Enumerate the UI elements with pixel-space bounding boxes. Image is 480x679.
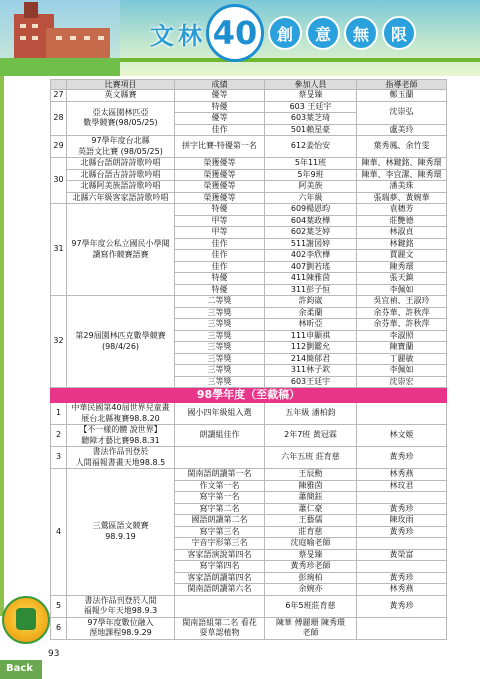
person-cell: 2年7班 黃冠霖: [265, 425, 357, 447]
row-number: 5: [51, 595, 67, 617]
school-emblem-icon: [2, 596, 50, 644]
teacher-cell: 李佩如: [357, 365, 447, 377]
teacher-cell: 鄭玉蘭: [357, 90, 447, 102]
title-char: 創: [268, 16, 302, 50]
title-number: 40: [206, 4, 264, 62]
award-cell: 優等: [175, 90, 265, 102]
award-cell: 榮獲優等: [175, 158, 265, 170]
award-cell: 特優: [175, 284, 265, 296]
table-row: [51, 169, 447, 181]
person-cell: 彭琬柏: [265, 572, 357, 584]
table-row: [51, 192, 447, 204]
item-text: 亞太區園林匹亞 數學競賽(98/05/25): [83, 107, 158, 128]
award-cell: 特優: [175, 204, 265, 216]
teacher-cell: 林玟君: [357, 480, 447, 492]
table-row: [51, 90, 447, 102]
award-cell: 榮獲優等: [175, 181, 265, 193]
award-cell: 甲等: [175, 215, 265, 227]
table-row: [51, 158, 447, 170]
table-row: [51, 204, 447, 216]
teacher-cell: 沈崇宏: [357, 376, 447, 388]
awards-table: [50, 79, 447, 640]
teacher-cell: 黃秀珍: [357, 503, 447, 515]
item-cell: [67, 447, 175, 469]
teacher-cell: 林秀燕: [357, 469, 447, 481]
page-title: [150, 6, 416, 60]
lawn: [0, 58, 120, 76]
item-cell: [67, 425, 175, 447]
person-cell: 111申顯祺: [265, 330, 357, 342]
item-text: 97學年度數位融入 溼地課程98.9.29: [87, 617, 154, 637]
person-cell: 5年11班: [265, 158, 357, 170]
teacher-cell: 張天鎮: [357, 273, 447, 285]
window: [32, 36, 38, 40]
teacher-cell: 余芬華、許秋萍: [357, 319, 447, 331]
side-stripe: [0, 76, 4, 616]
person-cell: 612姜怡安: [265, 136, 357, 158]
person-cell: 林昕亞: [265, 319, 357, 331]
item-text: 97學年度公私立國民小學閱 讀寫作競賽語賽: [71, 239, 170, 259]
teacher-cell: 陳華、林鍵銘、陳秀環: [357, 158, 447, 170]
teacher-cell: 陳玫雨: [357, 515, 447, 527]
award-cell: 優等: [175, 113, 265, 125]
window: [20, 36, 26, 40]
person-cell: 許鈞崴: [265, 296, 357, 308]
teacher-cell: 林淑貞: [357, 227, 447, 239]
teacher-cell: 陳寶蘭: [357, 342, 447, 354]
teacher-cell: [357, 538, 447, 550]
award-cell: 二等獎: [175, 296, 265, 308]
award-cell: 拼字比賽-特優第一名: [175, 136, 265, 158]
person-cell: 余柔蘭: [265, 307, 357, 319]
person-cell: 501賴星豪: [265, 124, 357, 136]
award-cell: 三等獎: [175, 365, 265, 377]
teacher-cell: 黃秀珍: [357, 572, 447, 584]
person-cell: 311彭子恒: [265, 284, 357, 296]
award-cell: 閩南語朗讀第一名: [175, 469, 265, 481]
back-button[interactable]: [0, 660, 42, 679]
award-cell: 三等獎: [175, 307, 265, 319]
row-number: 1: [51, 403, 67, 425]
teacher-cell: 黃秀珍: [357, 595, 447, 617]
window: [56, 36, 62, 40]
title-char: 林: [178, 21, 202, 50]
row-number: 32: [51, 296, 67, 388]
page-number: 93: [48, 649, 60, 659]
teacher-cell: 黃秀珍: [357, 526, 447, 538]
row-number: 2: [51, 425, 67, 447]
item-cell: [67, 595, 175, 617]
item-cell: [67, 617, 175, 639]
teacher-cell: 黃榮富: [357, 549, 447, 561]
teacher-cell: 丁麗敏: [357, 353, 447, 365]
item-cell: [67, 136, 175, 158]
window: [84, 36, 90, 40]
teacher-cell: [357, 403, 447, 425]
item-text: 書法作品刊登於人間 福報少年天地98.9.3: [83, 595, 158, 615]
window: [98, 36, 104, 40]
award-cell: 佳作: [175, 261, 265, 273]
table-row: [51, 617, 447, 639]
person-cell: 603王廷宇: [265, 376, 357, 388]
section-heading: 98學年度（至截稿）: [51, 388, 447, 403]
row-number: 4: [51, 469, 67, 596]
award-cell: 佳作: [175, 124, 265, 136]
person-text: 陳華 傅麗珊 陳秀環 老師: [275, 617, 346, 637]
page-header: [0, 0, 480, 76]
award-cell: 國小四年級組入選: [175, 403, 265, 425]
back-button-label: Back: [6, 663, 33, 674]
person-cell: 603 王廷宇: [265, 101, 357, 113]
teacher-cell: [357, 617, 447, 639]
teacher-cell: 李佩如: [357, 284, 447, 296]
item-cell: [67, 296, 175, 388]
teacher-cell: 賈麗文: [357, 250, 447, 262]
item-cell: [67, 403, 175, 425]
person-cell: 609楊恩昀: [265, 204, 357, 216]
person-cell: 余婉亦: [265, 584, 357, 596]
row-number: 6: [51, 617, 67, 639]
award-cell: [175, 447, 265, 469]
teacher-cell: 林鍵銘: [357, 238, 447, 250]
school-building-picture: [0, 0, 120, 72]
award-cell: 閩南語朗讀第六名: [175, 584, 265, 596]
row-number: 27: [51, 90, 67, 102]
person-cell: 蕭簡鈺: [265, 492, 357, 504]
item-cell: [67, 469, 175, 596]
award-cell: 作文第一名: [175, 480, 265, 492]
person-cell: 蔡旻臻: [265, 549, 357, 561]
teacher-cell: 陳華、李宜潔、陳秀環: [357, 169, 447, 181]
award-cell: [175, 595, 265, 617]
award-cell: 三等獎: [175, 330, 265, 342]
item-cell: [67, 204, 175, 296]
award-cell: 寫字第一名: [175, 492, 265, 504]
award-cell: 寫字第四名: [175, 561, 265, 573]
person-cell: 蕭仁豪: [265, 503, 357, 515]
title-char: 無: [344, 16, 378, 50]
person-cell: 6年5班莊育慈: [265, 595, 357, 617]
award-cell: 三等獎: [175, 376, 265, 388]
table-row: [51, 447, 447, 469]
person-cell: 陳雅茵: [265, 480, 357, 492]
person-cell: 沈庭喻老師: [265, 538, 357, 550]
award-cell: 特優: [175, 101, 265, 113]
award-cell: 特優: [175, 273, 265, 285]
award-cell: 客家語朗讀第四名: [175, 572, 265, 584]
award-cell: 寫字第三名: [175, 526, 265, 538]
person-cell: 602葉芝婷: [265, 227, 357, 239]
person-cell: 604葉政樺: [265, 215, 357, 227]
item-cell: 北縣阿美族語詩歌吟唱: [67, 181, 175, 193]
item-cell: 北縣六年級客家語詩歌吟唱: [67, 192, 175, 204]
table-row: [51, 136, 447, 158]
table-row: [51, 403, 447, 425]
person-cell: 214簡郁君: [265, 353, 357, 365]
building-right: [46, 28, 110, 60]
teacher-cell: 余芬華、許秋萍: [357, 307, 447, 319]
row-number: 3: [51, 447, 67, 469]
header-cell: 參加人員: [265, 80, 357, 90]
window: [70, 36, 76, 40]
person-cell: 莊育慈: [265, 526, 357, 538]
window: [32, 24, 38, 28]
award-cell: 榮獲優等: [175, 169, 265, 181]
table-row: [51, 425, 447, 447]
item-cell: 北縣台語朗詩詩歌吟唱: [67, 158, 175, 170]
item-cell: 北縣台語古詩詩歌吟唱: [67, 169, 175, 181]
person-cell: 603葉芝琦: [265, 113, 357, 125]
header-cell: 指導老師: [357, 80, 447, 90]
teacher-cell: 潘美珠: [357, 181, 447, 193]
person-cell: 五年級 潘柏鈞: [265, 403, 357, 425]
person-cell: 311林子欽: [265, 365, 357, 377]
teacher-cell: 黃秀珍: [357, 447, 447, 469]
title-char: 意: [306, 16, 340, 50]
person-cell: 5年9班: [265, 169, 357, 181]
table-row: [51, 469, 447, 481]
table-header-row: [51, 80, 447, 90]
person-cell: 407劉若瑤: [265, 261, 357, 273]
person-cell: 411陳雅茵: [265, 273, 357, 285]
table-row: [51, 181, 447, 193]
window: [20, 24, 26, 28]
teacher-cell: 張瑞夢、黃婉華: [357, 192, 447, 204]
item-text: 97學年度台北縣 英語文比賽 (98/05/25): [78, 136, 163, 156]
item-text: 中華民國第40屆世界兒童畫 展台北縣複賽98.8.20: [71, 403, 170, 423]
award-cell: 寫字第二名: [175, 503, 265, 515]
award-cell: 三等獎: [175, 342, 265, 354]
person-cell: [265, 617, 357, 639]
table-row: [51, 595, 447, 617]
item-cell: 英文縣賽: [67, 90, 175, 102]
title-char: 文: [150, 21, 174, 50]
person-cell: 六年級: [265, 192, 357, 204]
award-cell: 甲等: [175, 227, 265, 239]
award-text: 閩南語組第二名 看花 耍草認植物: [182, 617, 257, 637]
teacher-cell: 盧美玲: [357, 124, 447, 136]
item-text: 三鶯區語文競賽 98.9.19: [92, 521, 149, 541]
person-cell: 阿美族: [265, 181, 357, 193]
row-number: 31: [51, 204, 67, 296]
header-cell: 成績: [175, 80, 265, 90]
header-cell: [51, 80, 67, 90]
person-cell: 112劉鑑允: [265, 342, 357, 354]
award-cell: 佳作: [175, 250, 265, 262]
person-cell: 402李欣樺: [265, 250, 357, 262]
award-cell: 榮獲優等: [175, 192, 265, 204]
item-text: 書法作品刊登於 人間福報書畫天地98.8.5: [75, 447, 166, 467]
award-cell: 字音字形第三名: [175, 538, 265, 550]
item-text: 第29屆園林匹克數學競賽 (98/4/26): [75, 331, 166, 351]
award-cell: 國語朗讀第二名: [175, 515, 265, 527]
person-cell: 王藝儒: [265, 515, 357, 527]
teacher-cell: [357, 561, 447, 573]
item-cell: [67, 101, 175, 136]
header-cell: 比賽項目: [67, 80, 175, 90]
person-cell: 蔡旻臻: [265, 90, 357, 102]
teacher-cell: 林文姬: [357, 425, 447, 447]
person-cell: 黃秀珍老師: [265, 561, 357, 573]
person-cell: 511謝図婷: [265, 238, 357, 250]
award-cell: 客家語演說第四名: [175, 549, 265, 561]
item-text: 【不一樣的體 說世界】 聽障才藝比賽98.8.31: [79, 425, 162, 445]
teacher-cell: 林秀燕: [357, 584, 447, 596]
section-heading-row: [51, 388, 447, 403]
teacher-cell: 葉秀鳳、余竹雯: [357, 136, 447, 158]
row-number: 30: [51, 158, 67, 204]
teacher-cell: 陳秀環: [357, 261, 447, 273]
teacher-cell: [357, 492, 447, 504]
award-cell: 佳作: [175, 238, 265, 250]
title-char: 限: [382, 16, 416, 50]
table-row: [51, 101, 447, 113]
teacher-cell: 莊艷德: [357, 215, 447, 227]
award-cell: [175, 617, 265, 639]
building-tower: [24, 2, 38, 18]
award-cell: 三等獎: [175, 353, 265, 365]
emblem-center: [16, 608, 36, 630]
person-cell: 六年五班 莊育慈: [265, 447, 357, 469]
row-number: 28: [51, 101, 67, 136]
table-row: [51, 296, 447, 308]
row-number: 29: [51, 136, 67, 158]
person-cell: 王辰勳: [265, 469, 357, 481]
teacher-cell: 吳宜禎、王淑玲: [357, 296, 447, 308]
award-cell: 三等獎: [175, 319, 265, 331]
teacher-cell: 袁穗芳: [357, 204, 447, 216]
teacher-cell: 沈崇弘: [357, 101, 447, 124]
award-cell: 朗讀組佳作: [175, 425, 265, 447]
teacher-cell: 李淑照: [357, 330, 447, 342]
